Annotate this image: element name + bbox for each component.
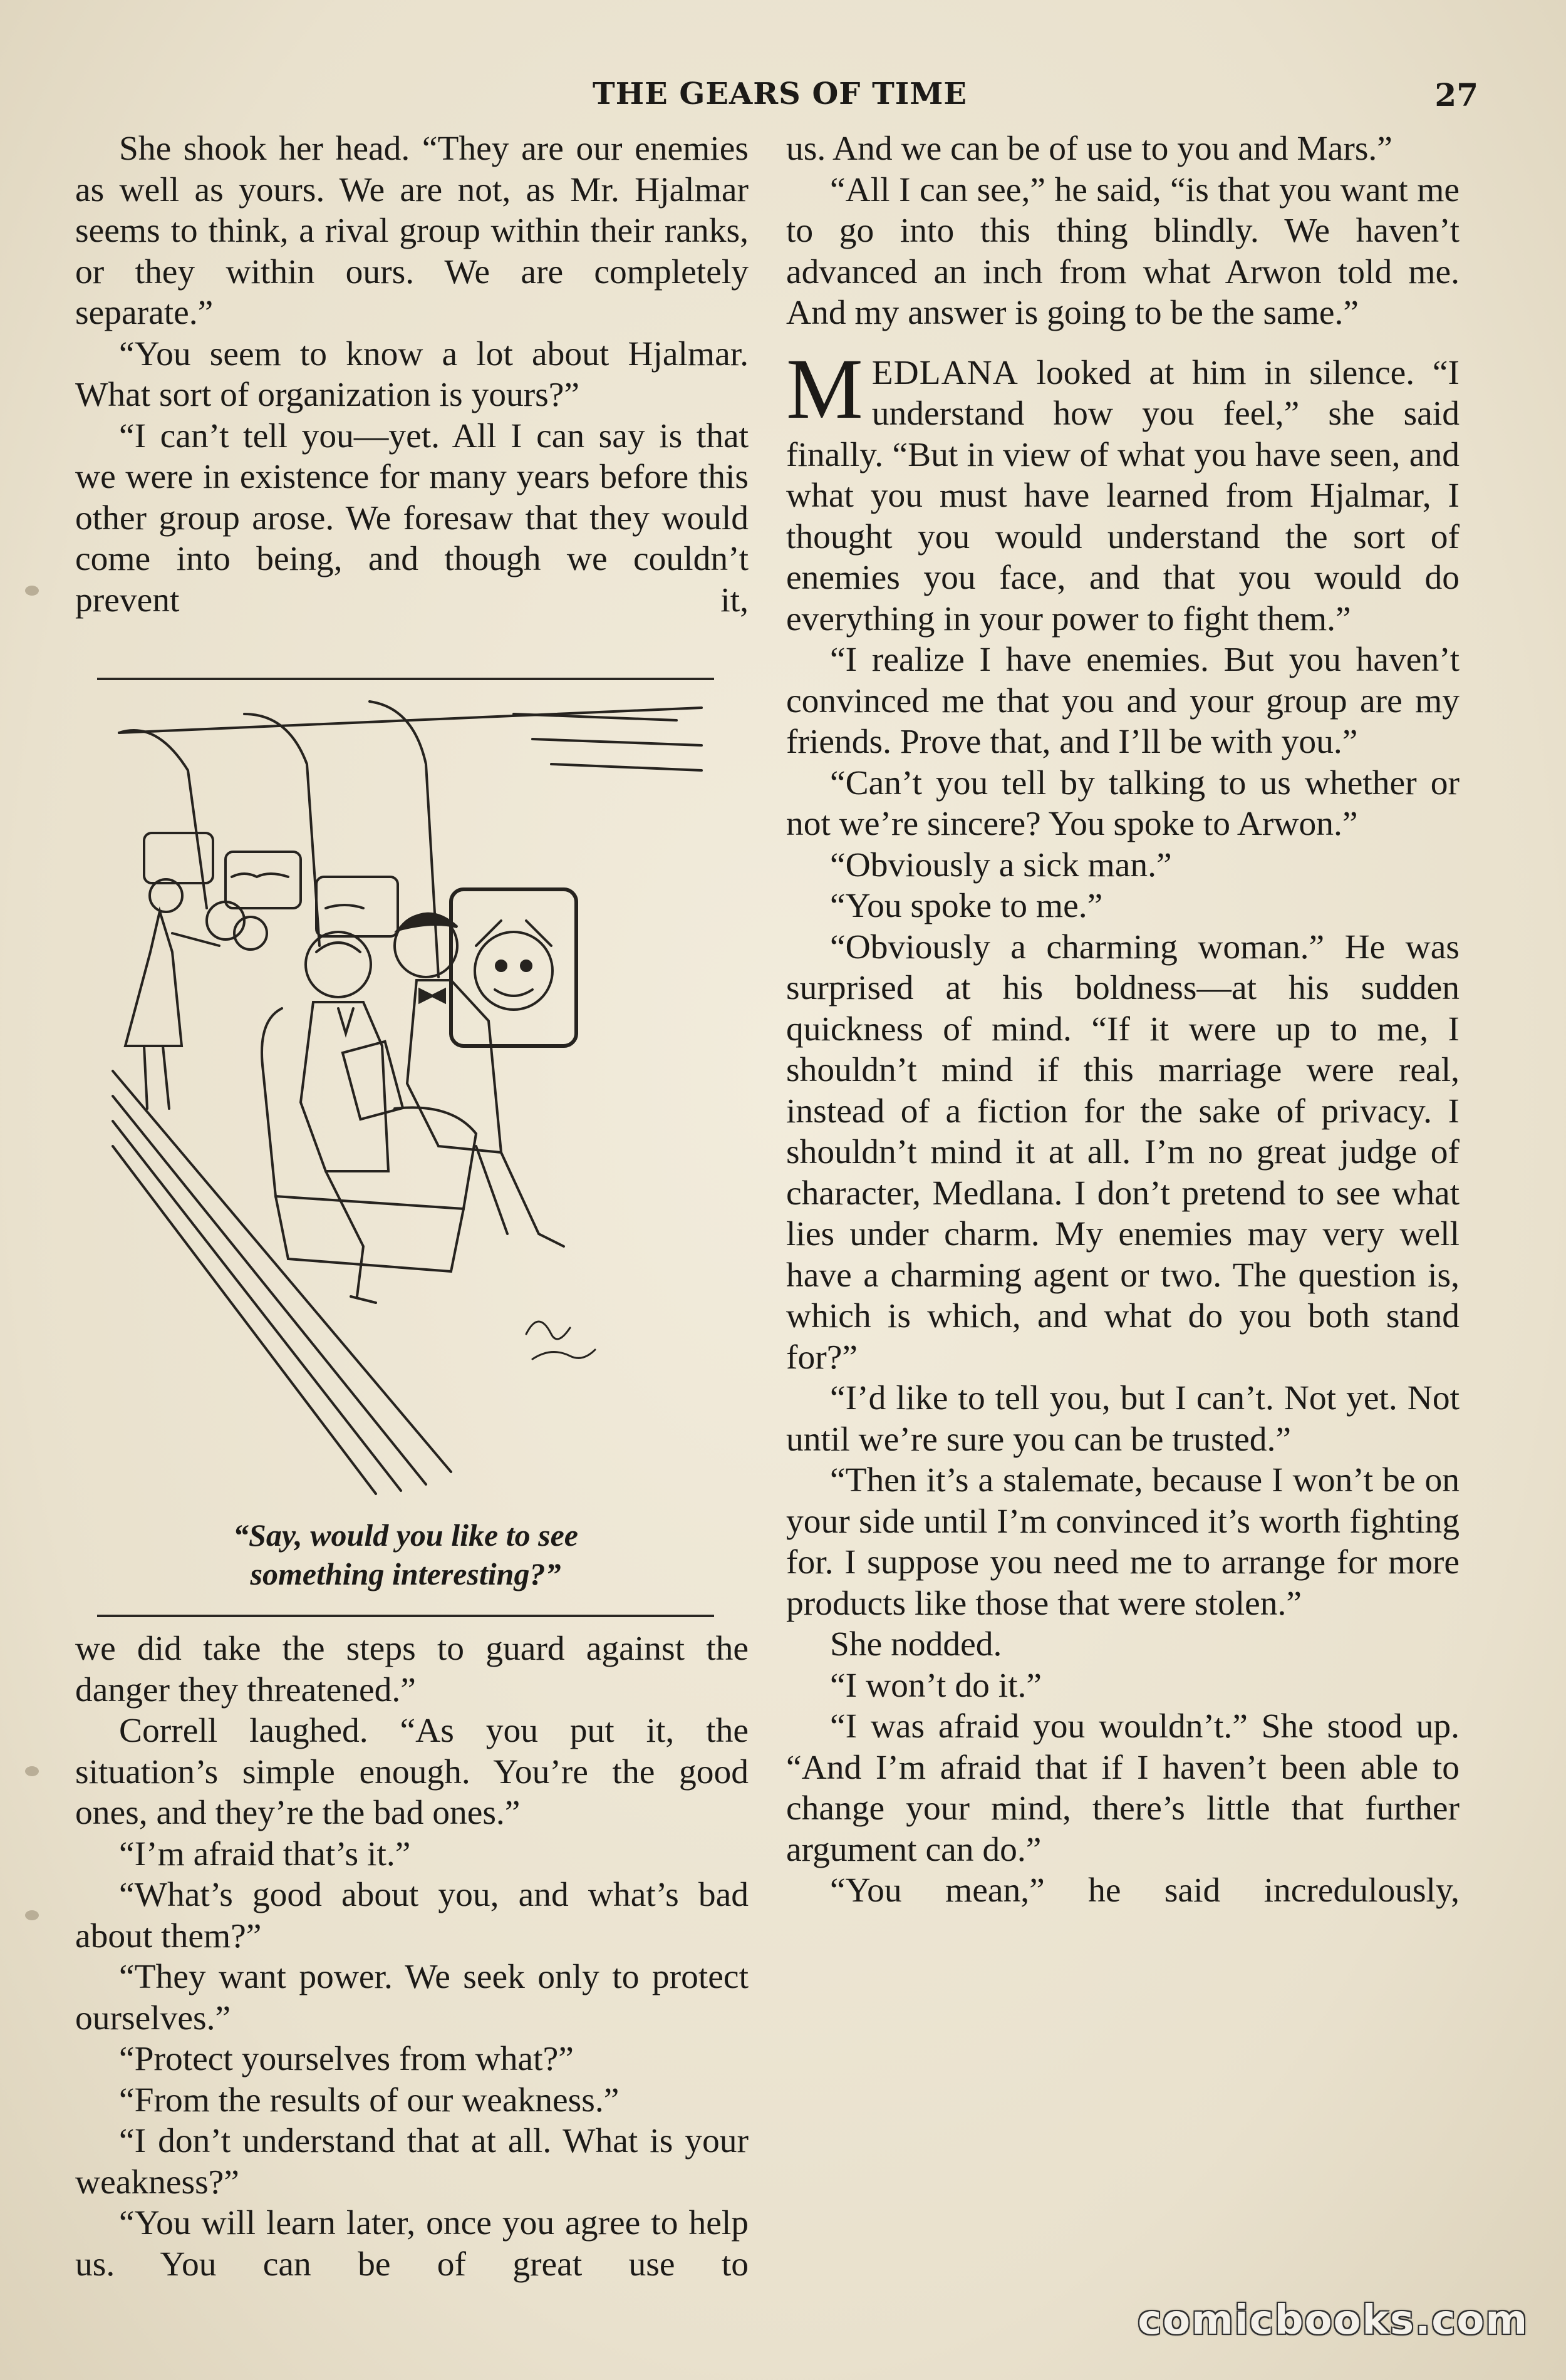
- binding-hole: [25, 1766, 39, 1776]
- paragraph: “Protect yourselves from what?”: [119, 2040, 574, 2078]
- paragraph: us. And we can be of use to you and Mars.”: [786, 130, 1392, 168]
- paragraph: “I realize I have enemies. But you haven’t convinced me that you and your group are my friends. Prove that, and I’ll be with you.”: [786, 641, 1460, 761]
- page-header: [81, 76, 1478, 127]
- page-number: 27: [1434, 76, 1478, 113]
- paragraph: “From the results of our weakness.”: [119, 2081, 620, 2119]
- dropcap-word: EDLANA: [871, 353, 1019, 392]
- paragraph: “Obviously a charming woman.” He was surprised at his boldness—at his sudden quickness of mind. “If it were up to me, I shouldn’t mind if this marriage were real, instead of a fiction for the sake of privacy. I shouldn’t mind it at all. I’m no great judge of character, Medlana. I don’t pretend to see what lies under charm. My enemies may very well have a charming agent or two. The question is, which is which, and what do you both stand for?”: [786, 928, 1460, 1377]
- paragraph: “All I can see,” he said, “is that you want me to go into this thing blindly. We haven’t advanced an inch from what Arwon told me. And my answer is going to be the same.”: [786, 170, 1460, 332]
- binding-hole: [25, 1910, 39, 1920]
- paragraph: we did take the steps to guard against the danger they threatened.”: [75, 1630, 749, 1709]
- paragraph: “What’s good about you, and what’s bad about them?”: [75, 1876, 749, 1955]
- caption-line: something interesting?”: [250, 1556, 561, 1591]
- paragraph: “I won’t do it.”: [830, 1666, 1042, 1705]
- cartoon-caption: [97, 1516, 714, 1593]
- right-column: [786, 128, 1460, 1912]
- paragraph: “I’m afraid that’s it.”: [119, 1834, 411, 1873]
- binding-hole: [25, 586, 39, 596]
- paragraph-dropcap: [786, 340, 1460, 640]
- drop-cap: M: [786, 340, 863, 437]
- paragraph: “You spoke to me.”: [830, 887, 1103, 925]
- paragraph: “They want power. We seek only to protect ourselves.”: [75, 1958, 749, 2037]
- paragraph: Correll laughed. “As you put it, the situation’s simple enough. You’re the good ones, and they’re the bad ones.”: [75, 1712, 749, 1832]
- running-title: THE GEARS OF TIME: [593, 76, 967, 111]
- paragraph: She shook her head. “They are our enemies as well as yours. We are not, as Mr. Hjalmar seems to think, a rival group within their ranks, or they within ours. We are completely separate.”: [75, 130, 749, 332]
- paragraph: “I don’t understand that at all. What is your weakness?”: [75, 2122, 749, 2202]
- paragraph: “I can’t tell you—yet. All I can say is that we were in existence for many years before this other group arose. We foresaw that they would come into being, and though we couldn’t prevent it,: [75, 416, 749, 619]
- left-column-top: [75, 128, 749, 621]
- left-column-bottom: [75, 1628, 749, 2285]
- paragraph: “You seem to know a lot about Hjalmar. What sort of organization is yours?”: [75, 334, 749, 414]
- watermark-text: comicbooks.com: [1138, 2297, 1528, 2344]
- paragraph: “I’d like to tell you, but I can’t. Not yet. Not until we’re sure you can be trusted.”: [786, 1379, 1460, 1459]
- paragraph: “I was afraid you wouldn’t.” She stood up. “And I’m afraid that if I haven’t been able to change your mind, there’s little that further argument can do.”: [786, 1707, 1460, 1869]
- cartoon-top-rule: [97, 678, 714, 680]
- paragraph: “Obviously a sick man.”: [830, 846, 1172, 884]
- paragraph: “Can’t you tell by talking to us whether or not we’re sincere? You spoke to Arwon.”: [786, 763, 1460, 843]
- dropcap-paragraph-text: looked at him in silence. “I understand how you feel,” she said finally. “But in view of what you have seen, and what you must have learned from Hjalmar, I thought you would understand the sort of enemies you face, and that you would do everything in your power to fight them.”: [786, 353, 1460, 638]
- paragraph: “You will learn later, once you agree to help us. You can be of great use to: [75, 2204, 749, 2284]
- paragraph: She nodded.: [830, 1625, 1002, 1663]
- cartoon-illustration-icon: [100, 695, 714, 1497]
- cartoon-bottom-rule: [97, 1615, 714, 1617]
- caption-line: “Say, would you like to see: [233, 1518, 578, 1553]
- paragraph: “Then it’s a stalemate, because I won’t be on your side until I’m convinced it’s worth fighting for. I suppose you need me to arrange for more products like those that were stolen.”: [786, 1461, 1460, 1623]
- paragraph: “You mean,” he said incredulously,: [830, 1871, 1460, 1910]
